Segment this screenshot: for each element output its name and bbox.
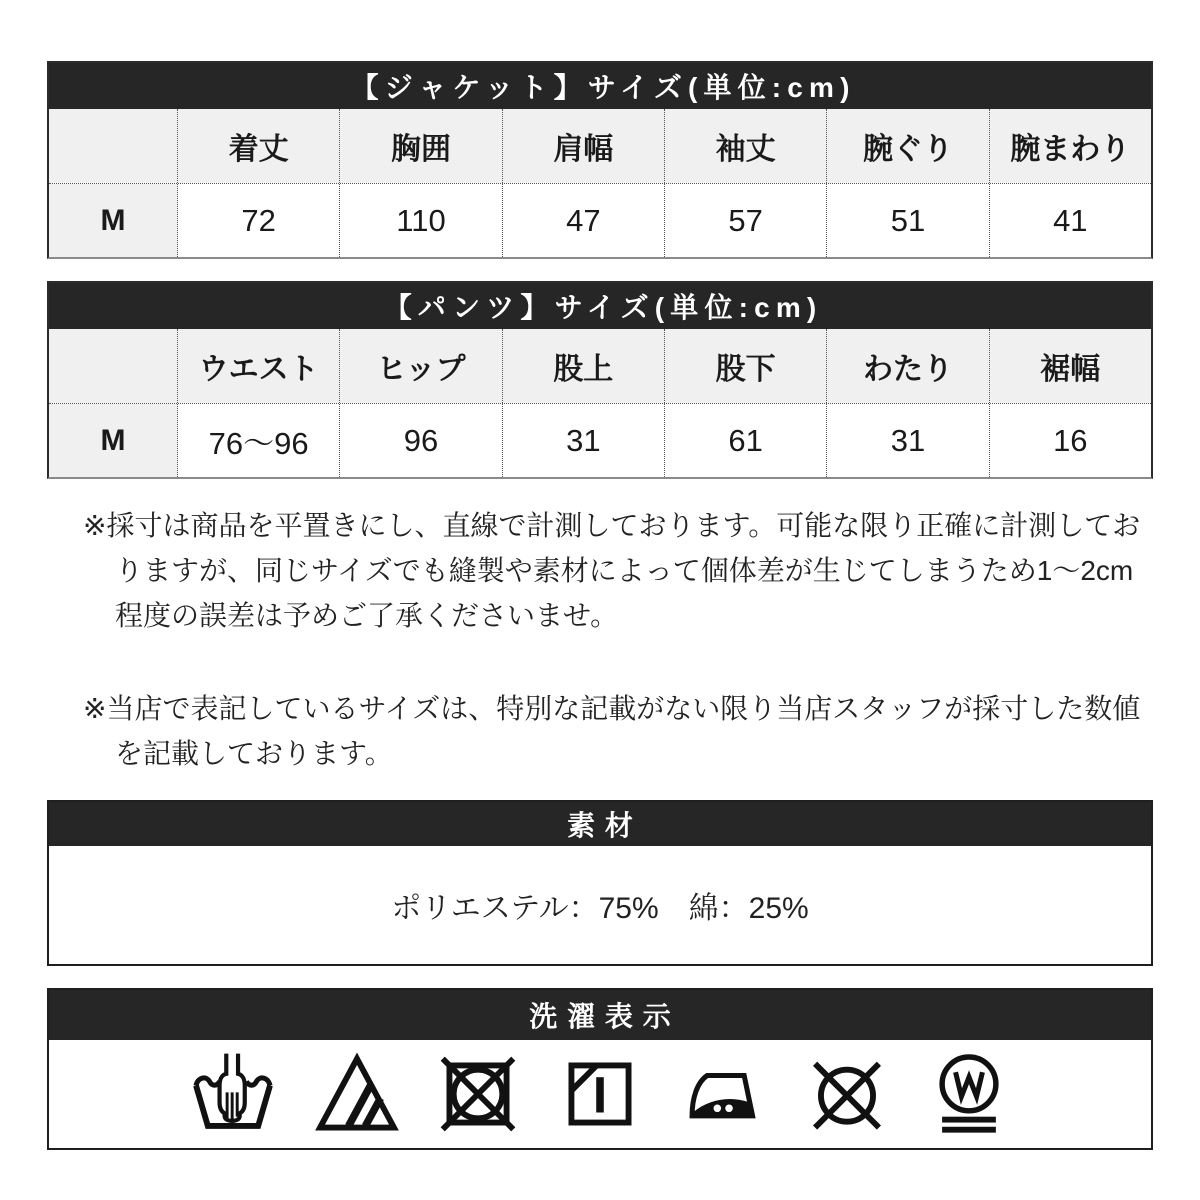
jacket-value-cell: 57 [665,184,827,257]
material-title: 素材 [49,802,1151,846]
line-dry-in-shade-icon [558,1052,642,1136]
gentle-wet-clean-icon [927,1052,1011,1136]
jacket-size-row [49,183,1151,257]
laundry-icons-row [49,1040,1151,1148]
jacket-header-cell: 袖丈 [665,109,827,183]
pants-table-title: 【パンツ】サイズ(単位:cm) [49,283,1151,329]
jacket-header-cell: 胸囲 [340,109,502,183]
pants-header-row [49,329,1151,403]
jacket-size-table [47,61,1153,259]
pants-size-table [47,281,1153,479]
pants-value-cell: 76～96 [178,404,340,477]
pants-header-cell: 裾幅 [1040,353,1101,386]
jacket-size-label-cell: M [49,184,178,257]
non-chlorine-bleach-icon [315,1052,399,1136]
iron-medium-heat-icon [680,1052,768,1136]
laundry-section [47,988,1153,1150]
pants-value-cell: 31 [503,404,665,477]
material-section [47,800,1153,966]
jacket-value-cell: 47 [503,184,665,257]
pants-header-cell: ヒップ [340,329,502,403]
jacket-header-row [49,109,1151,183]
pants-size-row [49,403,1151,477]
pants-value-cell: 16 [1053,422,1088,458]
jacket-value-cell: 72 [178,184,340,257]
pants-value-cell: 31 [827,404,989,477]
jacket-value-cell: 110 [340,184,502,257]
jacket-header-cell: 肩幅 [503,109,665,183]
pants-value-cell: 61 [665,404,827,477]
pants-value-cell: 96 [340,404,502,477]
jacket-table-title: 【ジャケット】サイズ(単位:cm) [49,63,1151,109]
jacket-header-cell: 腕ぐり [827,109,989,183]
measurement-note: ※採寸は商品を平置きにし、直線で計測しております。可能な限り正確に計測しておりますが、同じサイズでも縫製や素材によって個体差が生じてしまうため1〜2cm程度の誤差は予めご了承くださいませ。 [83,510,1141,631]
do-not-tumble-dry-icon [436,1052,520,1136]
jacket-header-cell: 腕まわり [1010,133,1131,166]
pants-header-cell: わたり [827,329,989,403]
jacket-header-cell: 着丈 [178,109,340,183]
staff-measurement-note: ※当店で表記しているサイズは、特別な記載がない限り当店スタッフが採寸した数値を記載しております。 [83,693,1141,769]
pants-header-cell: ウエスト [178,329,340,403]
pants-header-cell: 股上 [503,329,665,403]
pants-header-cell: 股下 [665,329,827,403]
laundry-title: 洗濯表示 [49,990,1151,1040]
jacket-value-cell: 51 [827,184,989,257]
hand-wash-icon [189,1052,277,1136]
pants-size-label-cell: M [49,404,178,477]
jacket-value-cell: 41 [1053,202,1088,238]
material-composition: ポリエステル：75% 綿：25% [49,846,1151,964]
jacket-header-corner-cell [49,109,178,183]
do-not-dry-clean-icon [805,1052,889,1136]
pants-header-corner-cell [49,329,178,403]
